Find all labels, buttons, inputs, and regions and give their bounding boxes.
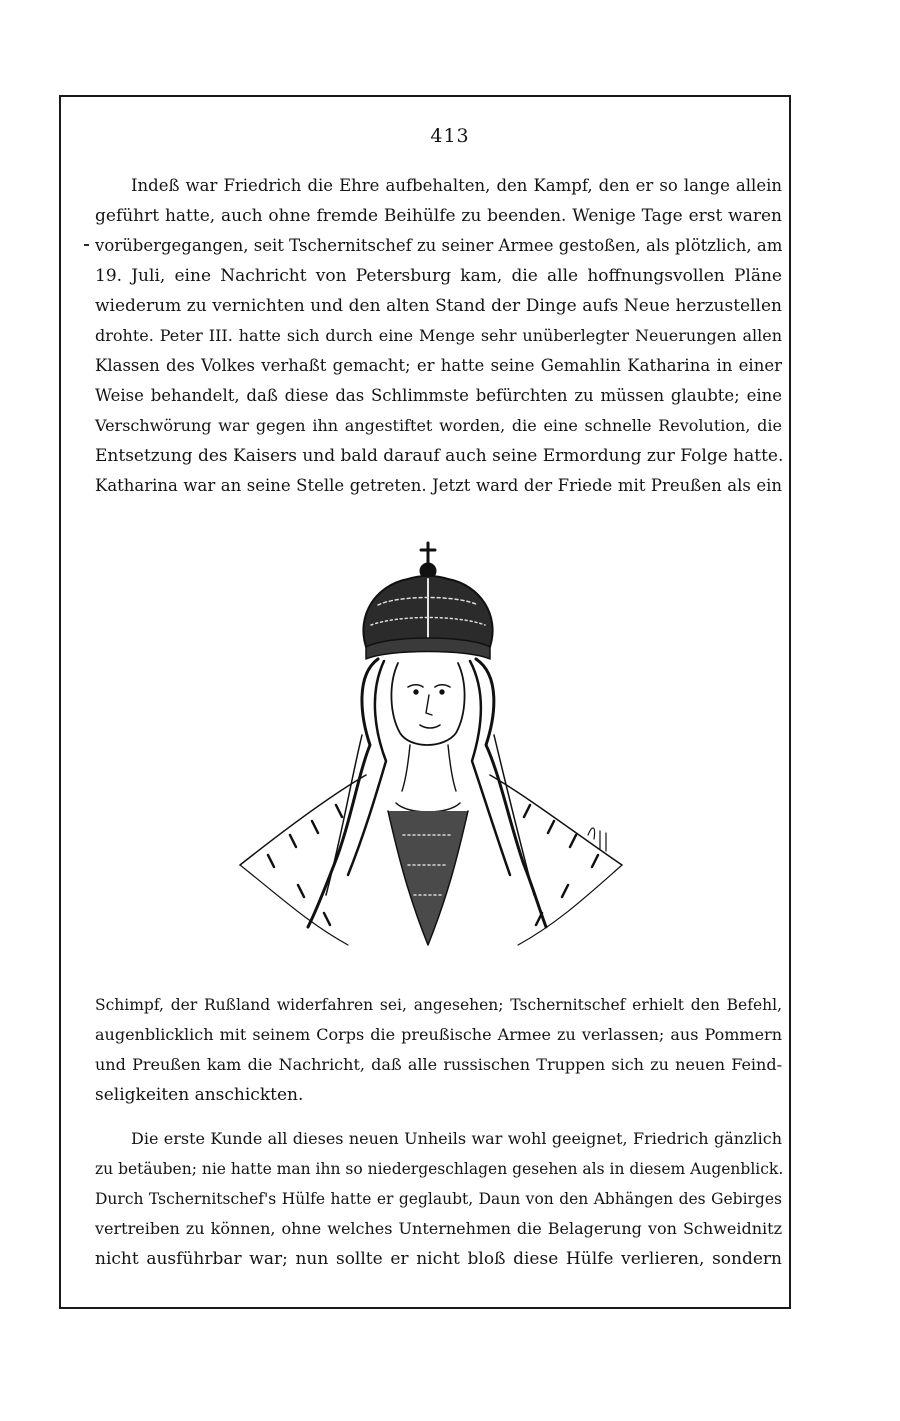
text-line: Entsetzung des Kaisers und bald darauf auch seine Ermordung zur Folge hatte.: [95, 446, 784, 466]
text-line: geführt hatte, auch ohne fremde Beihülfe zu beenden. Wenige Tage erst waren: [95, 206, 782, 226]
text-line: vorübergegangen, seit Tschernitschef zu seiner Armee gestoßen, als plötzlich, am: [95, 236, 783, 255]
text-line: Schimpf, der Rußland widerfahren sei, angesehen; Tschernitschef erhielt den Befehl,: [95, 996, 782, 1014]
text-line: Verschwörung war gegen ihn angestiftet worden, die eine schnelle Revolution, die: [95, 416, 782, 435]
page-number: 413: [430, 125, 470, 147]
text-line: und Preußen kam die Nachricht, daß alle russischen Truppen sich zu neuen Feind-: [95, 1055, 782, 1074]
text-line: Klassen des Volkes verhaßt gemacht; er hatte seine Gemahlin Katharina in einer: [95, 356, 782, 375]
text-line: Die erste Kunde all dieses neuen Unheils war wohl geeignet, Friedrich gänzlich: [131, 1129, 782, 1148]
text-block-top: [95, 171, 782, 501]
text-line: vertreiben zu können, ohne welches Unternehmen die Belagerung von Schweidnitz: [95, 1219, 782, 1238]
text-line: Katharina war an seine Stelle getreten. Jetzt ward der Friede mit Preußen als ein: [95, 476, 782, 495]
margin-mark: [84, 244, 89, 246]
paragraph: [95, 990, 782, 1110]
text-line: zu betäuben; nie hatte man ihn so niedergeschlagen gesehen als in diesem Augenblick.: [95, 1160, 784, 1178]
text-line: Durch Tschernitschef's Hülfe hatte er geglaubt, Daun von den Abhängen des Gebirges: [95, 1190, 782, 1208]
text-line: augenblicklich mit seinem Corps die preußische Armee zu verlassen; aus Pommern: [95, 1025, 782, 1044]
portrait-engraving-icon: [238, 535, 628, 960]
text-line: Indeß war Friedrich die Ehre aufbehalten, den Kampf, den er so lange allein: [131, 176, 782, 195]
text-line: nicht ausführbar war; nun sollte er nicht bloß diese Hülfe verlieren, sondern: [95, 1249, 782, 1269]
text-line: wiederum zu vernichten und den alten Stand der Dinge aufs Neue herzustellen: [95, 296, 782, 316]
text-line: drohte. Peter III. hatte sich durch eine Menge sehr unüberlegter Neuerungen allen: [95, 326, 782, 345]
text-line: 19. Juli, eine Nachricht von Petersburg kam, die alle hoffnungsvollen Pläne: [95, 266, 782, 286]
text-line: Weise behandelt, daß diese das Schlimmste befürchten zu müssen glaubte; eine: [95, 386, 782, 405]
text-line: seligkeiten anschickten.: [95, 1085, 304, 1105]
paragraph: [95, 1124, 782, 1274]
text-block-bottom: [95, 990, 782, 1274]
